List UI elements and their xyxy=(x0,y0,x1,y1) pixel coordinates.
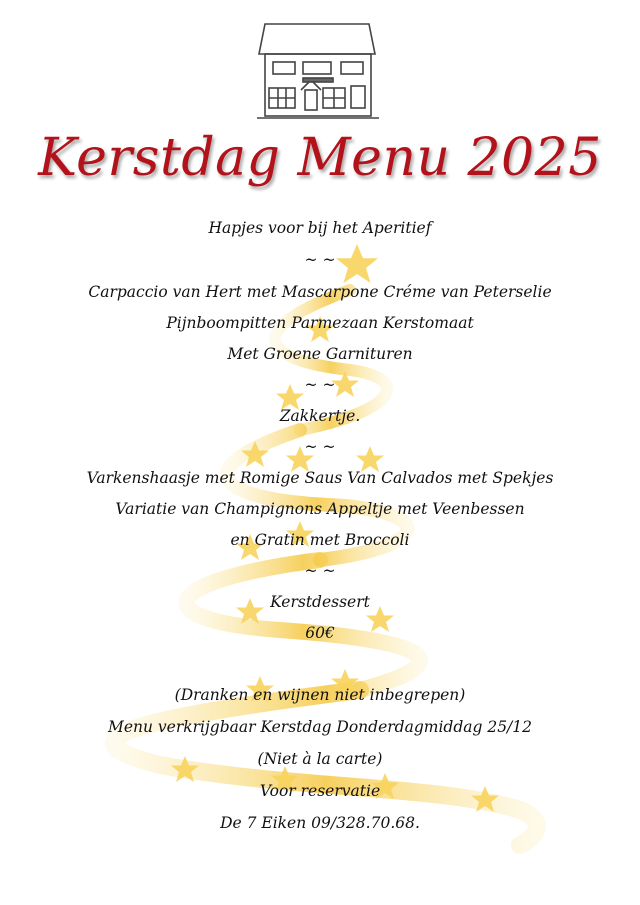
main-course-line-3: en Gratin met Broccoli xyxy=(230,531,410,549)
course-separator: ~ ~ xyxy=(304,438,336,456)
reservation-label: Voor reservatie xyxy=(259,782,381,800)
dessert: Kerstdessert xyxy=(270,593,370,611)
menu-title: Kerstdag Menu 2025 xyxy=(38,128,602,188)
starter-line-1: Carpaccio van Hert met Mascarpone Créme van Peterselie xyxy=(88,283,552,301)
starter-line-3: Met Groene Garnituren xyxy=(227,345,413,363)
contact-phone: De 7 Eiken 09/328.70.68. xyxy=(220,814,420,832)
intermediate-course: Zakkertje. xyxy=(279,407,361,425)
not-a-la-carte-note: (Niet à la carte) xyxy=(257,750,383,768)
main-course-line-1: Varkenshaasje met Romige Saus Van Calvados met Spekjes xyxy=(86,469,554,487)
menu-price: 60€ xyxy=(305,624,335,642)
course-separator: ~ ~ xyxy=(304,562,336,580)
availability-note: Menu verkrijgbaar Kerstdag Donderdagmiddag 25/12 xyxy=(107,718,533,736)
main-course-line-2: Variatie van Champignons Appeltje met Veenbessen xyxy=(115,500,525,518)
drinks-note: (Dranken en wijnen niet inbegrepen) xyxy=(174,686,466,704)
starter-line-2: Pijnboompitten Parmezaan Kerstomaat xyxy=(166,314,474,332)
course-separator: ~ ~ xyxy=(304,376,336,394)
course-separator: ~ ~ xyxy=(304,251,336,269)
course-aperitif: Hapjes voor bij het Aperitief xyxy=(208,219,432,237)
restaurant-house-logo-icon xyxy=(255,18,381,126)
